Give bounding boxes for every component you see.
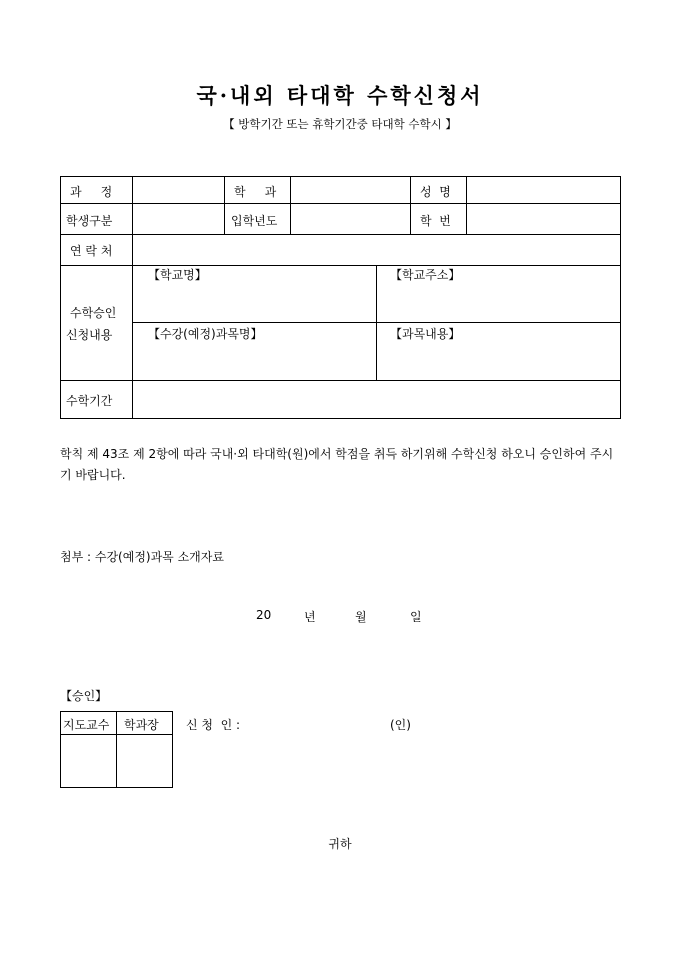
date-year-unit: 년 — [304, 610, 316, 624]
table-col-divider — [410, 176, 411, 235]
study-period-field[interactable] — [133, 381, 620, 418]
course-content-label: 【과목내용】 — [390, 327, 461, 341]
attachment-note: 첨부 : 수강(예정)과목 소개자료 — [60, 550, 224, 564]
name-label: 성 명 — [420, 185, 451, 199]
course-field[interactable] — [133, 177, 224, 203]
approval-section-label: 【승인】 — [60, 689, 108, 703]
department-label: 학 과 — [234, 185, 277, 199]
advisor-signature-box[interactable] — [61, 735, 116, 787]
entrance-year-label: 입학년도 — [231, 214, 278, 228]
page-subtitle: 【 방학기간 또는 휴학기간중 타대학 수학시 】 — [223, 117, 457, 131]
student-id-label: 학 번 — [420, 214, 451, 228]
department-field[interactable] — [291, 177, 410, 203]
school-name-field[interactable] — [133, 282, 376, 322]
date-year: 20 — [256, 608, 272, 622]
contact-field[interactable] — [133, 235, 620, 265]
course-name-label: 【수강(예정)과목명】 — [148, 327, 263, 341]
school-address-label: 【학교주소】 — [390, 268, 461, 282]
school-address-field[interactable] — [377, 282, 620, 322]
student-type-label: 학생구분 — [66, 214, 113, 228]
date-month-unit: 월 — [355, 610, 367, 624]
table-border-right — [620, 176, 621, 419]
study-request-label: 수학승인 — [70, 306, 117, 320]
table-col-divider — [224, 176, 225, 235]
applicant-name-field[interactable] — [262, 712, 382, 732]
contact-label: 연 락 처 — [70, 244, 113, 258]
student-type-field[interactable] — [133, 204, 224, 234]
page-title: 국·내외 타대학 수학신청서 — [196, 83, 484, 108]
course-label: 과 정 — [70, 185, 113, 199]
school-name-label: 【학교명】 — [148, 268, 207, 282]
course-content-field[interactable] — [377, 341, 620, 380]
table-row-divider — [60, 265, 621, 266]
table-border-left — [60, 176, 61, 419]
date-day-unit: 일 — [410, 610, 422, 624]
approval-border-right — [172, 711, 173, 788]
study-request-label: 신청내용 — [66, 328, 113, 342]
dept-head-signature-box[interactable] — [117, 735, 172, 787]
dept-head-label: 학과장 — [124, 718, 159, 732]
study-period-label: 수학기간 — [66, 394, 113, 408]
seal-mark: (인) — [390, 718, 411, 732]
advisor-label: 지도교수 — [63, 718, 110, 732]
request-paragraph: 학칙 제 43조 제 2항에 따라 국내·외 타대학(원)에서 학점을 취득 하기위해 수학신청 하오니 승인하여 주시기 바랍니다. — [60, 447, 614, 482]
table-border-bottom — [60, 418, 621, 419]
course-name-field[interactable] — [133, 341, 376, 380]
entrance-year-field[interactable] — [291, 204, 410, 234]
applicant-label: 신 청 인 : — [186, 718, 241, 732]
addressee: 귀하 — [328, 837, 352, 851]
student-id-field[interactable] — [467, 204, 620, 234]
name-field[interactable] — [467, 177, 620, 203]
